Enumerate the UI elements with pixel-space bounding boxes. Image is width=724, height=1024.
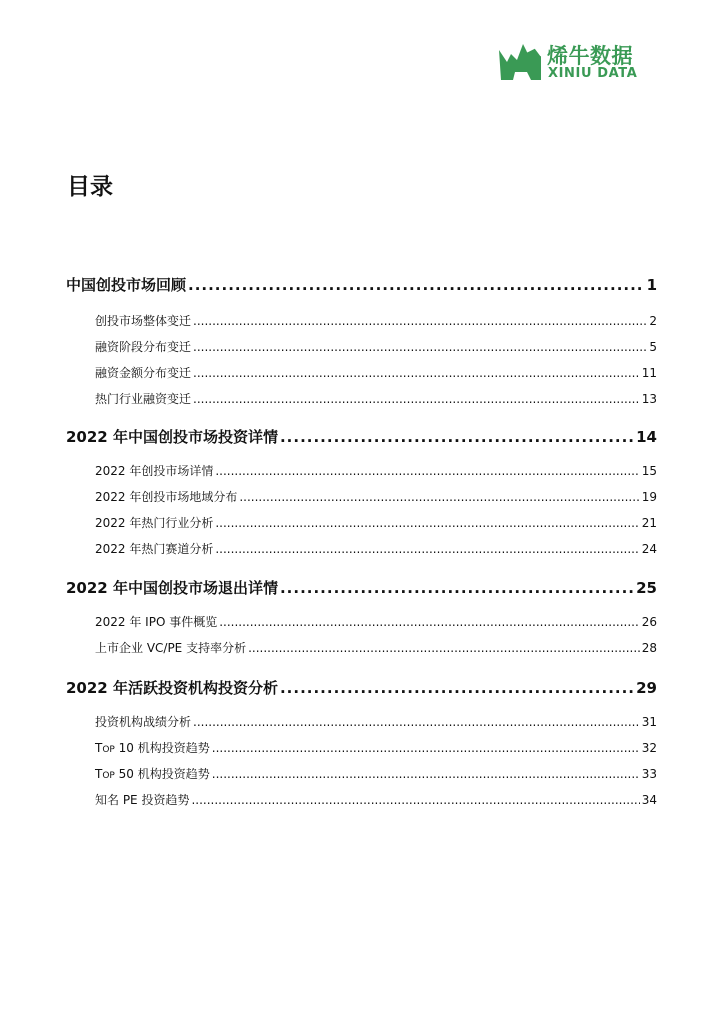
toc-section-entry[interactable] bbox=[66, 338, 657, 354]
toc-page-number: 33 bbox=[641, 767, 657, 781]
toc-entry-label: 创投市场整体变迁 bbox=[95, 314, 192, 328]
logo-chinese-text: 烯牛数据 bbox=[547, 44, 633, 68]
toc-entry-label: 投资机构战绩分析 bbox=[95, 715, 192, 729]
dot-leader bbox=[239, 490, 639, 504]
toc-section-entry[interactable] bbox=[66, 312, 657, 328]
dot-leader bbox=[193, 314, 647, 328]
toc-section-entry[interactable] bbox=[66, 739, 657, 755]
toc-section-entry[interactable] bbox=[66, 713, 657, 729]
toc-entry-label: 2022 年 IPO 事件概览 bbox=[95, 615, 218, 629]
toc-page-number: 29 bbox=[636, 679, 657, 697]
toc-chapter-entry[interactable] bbox=[66, 274, 657, 294]
rhino-icon bbox=[497, 42, 543, 82]
toc-page-number: 26 bbox=[641, 615, 657, 629]
dot-leader bbox=[215, 542, 639, 556]
dot-leader bbox=[193, 366, 640, 380]
dot-leader bbox=[193, 715, 640, 729]
toc-entry-label: TOP 50 机构投资趋势 bbox=[95, 767, 210, 781]
toc-chapter-entry[interactable] bbox=[66, 677, 657, 697]
toc-section-entry[interactable] bbox=[66, 514, 657, 530]
toc-page-number: 1 bbox=[646, 276, 657, 294]
toc-entry-label: 2022 年中国创投市场退出详情 bbox=[66, 579, 278, 597]
toc-page-number: 32 bbox=[641, 741, 657, 755]
dot-leader bbox=[188, 276, 645, 294]
toc-section-entry[interactable] bbox=[66, 390, 657, 406]
toc-entry-label: 2022 年创投市场详情 bbox=[95, 464, 214, 478]
toc-entry-label: 融资金额分布变迁 bbox=[95, 366, 192, 380]
dot-leader bbox=[193, 392, 640, 406]
dot-leader bbox=[248, 641, 640, 655]
logo-english-text: XINIU DATA bbox=[548, 66, 638, 81]
toc-page-number: 13 bbox=[641, 392, 657, 406]
toc-page-number: 5 bbox=[649, 340, 657, 354]
toc-page-number: 19 bbox=[641, 490, 657, 504]
toc-entry-label: 知名 PE 投资趋势 bbox=[95, 793, 190, 807]
toc-page-number: 24 bbox=[641, 542, 657, 556]
toc-entry-label: 热门行业融资变迁 bbox=[95, 392, 192, 406]
dot-leader bbox=[219, 615, 640, 629]
toc-page-number: 14 bbox=[636, 428, 657, 446]
toc-section-entry[interactable] bbox=[66, 540, 657, 556]
toc-section-entry[interactable] bbox=[66, 613, 657, 629]
toc-section-entry[interactable] bbox=[66, 488, 657, 504]
toc-entry-label: 2022 年创投市场地域分布 bbox=[95, 490, 238, 504]
toc-entry-label: 2022 年活跃投资机构投资分析 bbox=[66, 679, 278, 697]
toc-chapter-entry[interactable] bbox=[66, 426, 657, 446]
toc-page-number: 28 bbox=[641, 641, 657, 655]
toc-page-number: 31 bbox=[641, 715, 657, 729]
toc-entry-label: 融资阶段分布变迁 bbox=[95, 340, 192, 354]
toc-page-number: 15 bbox=[641, 464, 657, 478]
dot-leader bbox=[280, 679, 634, 697]
dot-leader bbox=[212, 767, 640, 781]
toc-entry-label: TOP 10 机构投资趋势 bbox=[95, 741, 210, 755]
toc-page-number: 34 bbox=[641, 793, 657, 807]
toc-entry-label: 2022 年热门行业分析 bbox=[95, 516, 214, 530]
toc-page-number: 11 bbox=[641, 366, 657, 380]
toc-entry-label: 中国创投市场回顾 bbox=[66, 276, 187, 294]
page-title: 目录 bbox=[67, 174, 113, 200]
toc-page-number: 25 bbox=[636, 579, 657, 597]
dot-leader bbox=[191, 793, 639, 807]
toc-section-entry[interactable] bbox=[66, 765, 657, 781]
toc-page-number: 21 bbox=[641, 516, 657, 530]
toc-section-entry[interactable] bbox=[66, 364, 657, 380]
toc-section-entry[interactable] bbox=[66, 791, 657, 807]
toc-entry-label: 2022 年中国创投市场投资详情 bbox=[66, 428, 278, 446]
dot-leader bbox=[215, 516, 639, 530]
dot-leader bbox=[280, 579, 634, 597]
dot-leader bbox=[280, 428, 634, 446]
xiniu-data-logo bbox=[497, 40, 657, 84]
toc-chapter-entry[interactable] bbox=[66, 577, 657, 597]
toc-section-entry[interactable] bbox=[66, 462, 657, 478]
toc-entry-label: 2022 年热门赛道分析 bbox=[95, 542, 214, 556]
toc-entry-label: 上市企业 VC/PE 支持率分析 bbox=[95, 641, 247, 655]
toc-page-number: 2 bbox=[649, 314, 657, 328]
dot-leader bbox=[193, 340, 647, 354]
dot-leader bbox=[215, 464, 639, 478]
toc-section-entry[interactable] bbox=[66, 639, 657, 655]
dot-leader bbox=[212, 741, 640, 755]
